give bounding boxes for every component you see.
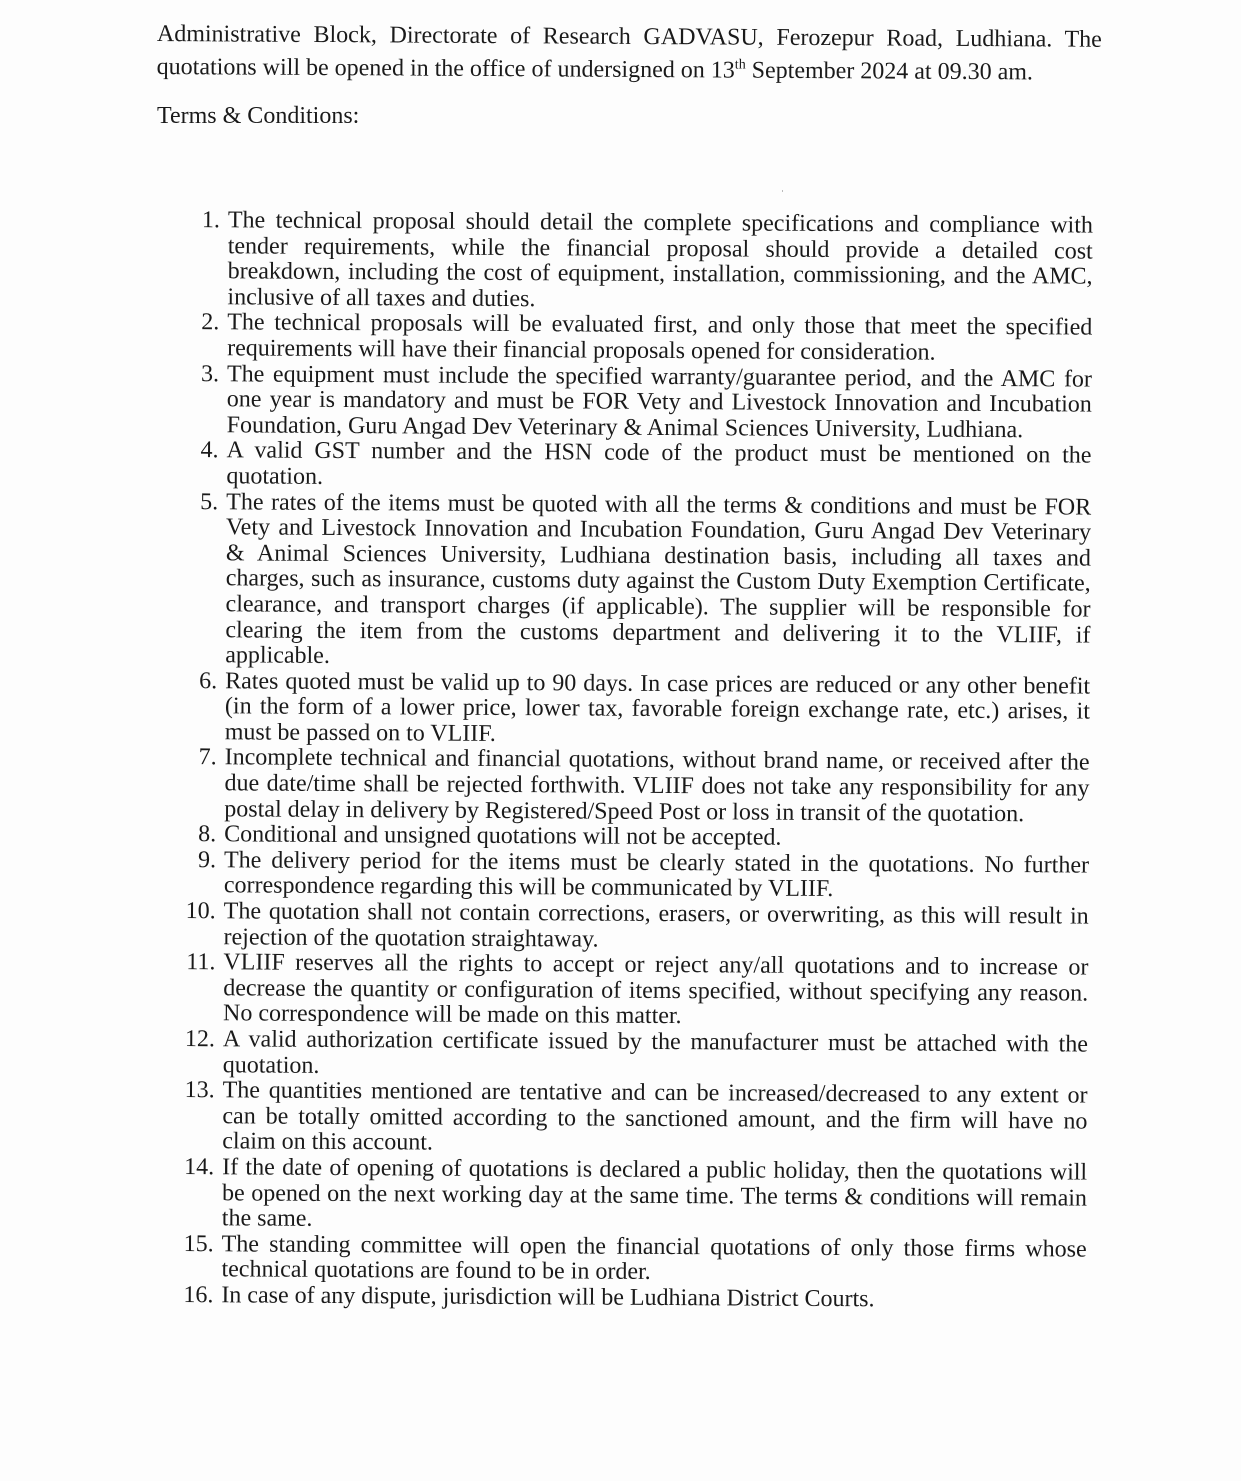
term-number: 13. (184, 1077, 215, 1104)
term-number: 16. (183, 1281, 214, 1309)
term-number: 7. (198, 744, 217, 771)
term-number: 15. (183, 1230, 214, 1257)
term-text: The standing committee will open the financial quotations of only those firms whose technical quotations are found to be in order. (221, 1231, 1087, 1286)
term-item-14 (172, 1155, 1087, 1237)
term-number: 1. (201, 207, 221, 234)
term-item-13 (172, 1078, 1087, 1160)
term-text: Incomplete technical and financial quotations, without brand name, or received after the due date/time shall be rejected forthwith. VLIIF does not take any responsibility for any postal delay in delivery by Registered/Speed Post or loss in transit of the quotation. (224, 744, 1090, 827)
term-text: The equipment must include the specified warranty/guarantee period, and the AMC for one year is mandatory and must be FOR Vety and Livestock Innovation and Incubation Foundation, Guru Angad Dev Veterinary & Animal Sciences University, Ludhiana. (226, 360, 1093, 443)
term-item-15 (171, 1232, 1086, 1289)
scan-speck (782, 190, 783, 192)
term-number: 14. (184, 1154, 215, 1181)
term-text: In case of any dispute, jurisdiction will be Ludhiana District Courts. (221, 1282, 875, 1313)
term-item-2 (177, 310, 1092, 367)
term-number: 4. (200, 437, 219, 464)
term-number: 8. (198, 821, 217, 848)
term-text: A valid GST number and the HSN code of the product must be mentioned on the quotation. (226, 437, 1092, 490)
term-item-12 (173, 1027, 1088, 1084)
term-item-9 (174, 848, 1089, 905)
term-item-10 (173, 899, 1088, 956)
term-text: The technical proposal should detail the complete specifications and compliance with tender requirements, while the financial proposal should provide a detailed cost breakdown, including the cost of equipment, installation, commissioning, and the AMC, inclusive of all taxes and duties. (227, 207, 1093, 312)
term-text: Conditional and unsigned quotations will not be accepted. (224, 821, 782, 851)
term-number: 2. (201, 309, 220, 336)
term-text: If the date of opening of quotations is declared a public holiday, then the quotations will be opened on the next working day at the same time. The terms & conditions will remain the same. (221, 1154, 1088, 1232)
intro-paragraph (157, 18, 1102, 90)
term-text: A valid authorization certificate issued by the manufacturer must be attached with the quotation. (222, 1026, 1088, 1079)
term-number: 6. (199, 667, 218, 694)
term-item-11 (173, 950, 1088, 1032)
term-text: Rates quoted must be valid up to 90 days. In case prices are reduced or any other benefit (in the form of a lower price, lower tax, favorable foreign exchange rate, etc.) arises, it must be passed on to VLIIF. (224, 667, 1091, 747)
term-item-3 (177, 362, 1092, 444)
term-text: The delivery period for the items must be clearly stated in the quotations. No further correspondence regarding this will be communicated by VLIIF. (223, 847, 1090, 903)
term-item-5 (175, 490, 1091, 675)
term-text: The quotation shall not contain corrections, erasers, or overwriting, as this will result in rejection of the quotation straightaway. (223, 898, 1089, 953)
term-item-16 (171, 1283, 1086, 1314)
term-item-6 (175, 669, 1090, 751)
term-number: 9. (197, 846, 217, 874)
term-text: The technical proposals will be evaluated first, and only those that meet the specified requirements will have their financial proposals opened for consideration. (227, 309, 1093, 366)
term-item-7 (174, 745, 1089, 827)
terms-heading: Terms & Conditions: (157, 103, 360, 129)
term-text: The quantities mentioned are tentative and can be increased/decreased to any extent or can be totally omitted according to the sanctioned amount, and the firm will have no claim on this account. (222, 1077, 1088, 1156)
term-number: 10. (185, 898, 216, 925)
term-number: 5. (200, 488, 219, 515)
terms-list (171, 208, 1093, 1314)
term-text: VLIIF reserves all the rights to accept or reject any/all quotations and to increase or decrease the quantity or configuration of items specified, without specifying any reason. No correspondence will be made on this matter. (222, 949, 1089, 1030)
term-number: 3. (200, 360, 220, 387)
term-number: 12. (184, 1026, 216, 1053)
intro-ordinal-suffix: th (734, 57, 746, 73)
term-text: The rates of the items must be quoted with all the terms & conditions and must be FOR Vety and Livestock Innovation and Incubation Foundation, Guru Angad Dev Veterinary & Animal Sciences University, Ludhiana destination basis, including all taxes and charges, such as insurance, customs duty against the Custom Duty Exemption Certificate, clearance, and transport charges (if applicable). The supplier will be responsible for clearing the item from the customs department and delivering it to the VLIIF, if applicable. (225, 488, 1092, 670)
term-item-4 (176, 438, 1091, 495)
term-number: 11. (186, 949, 216, 976)
term-item-1 (177, 208, 1093, 316)
intro-text-start: Administrative Block, Directorate of Research GADVASU, Ferozepur Road, Ludhiana. The quotations will be opened in the office of undersigned on 13 (156, 20, 1102, 84)
intro-text-end: September 2024 at 09.30 am. (745, 57, 1034, 86)
